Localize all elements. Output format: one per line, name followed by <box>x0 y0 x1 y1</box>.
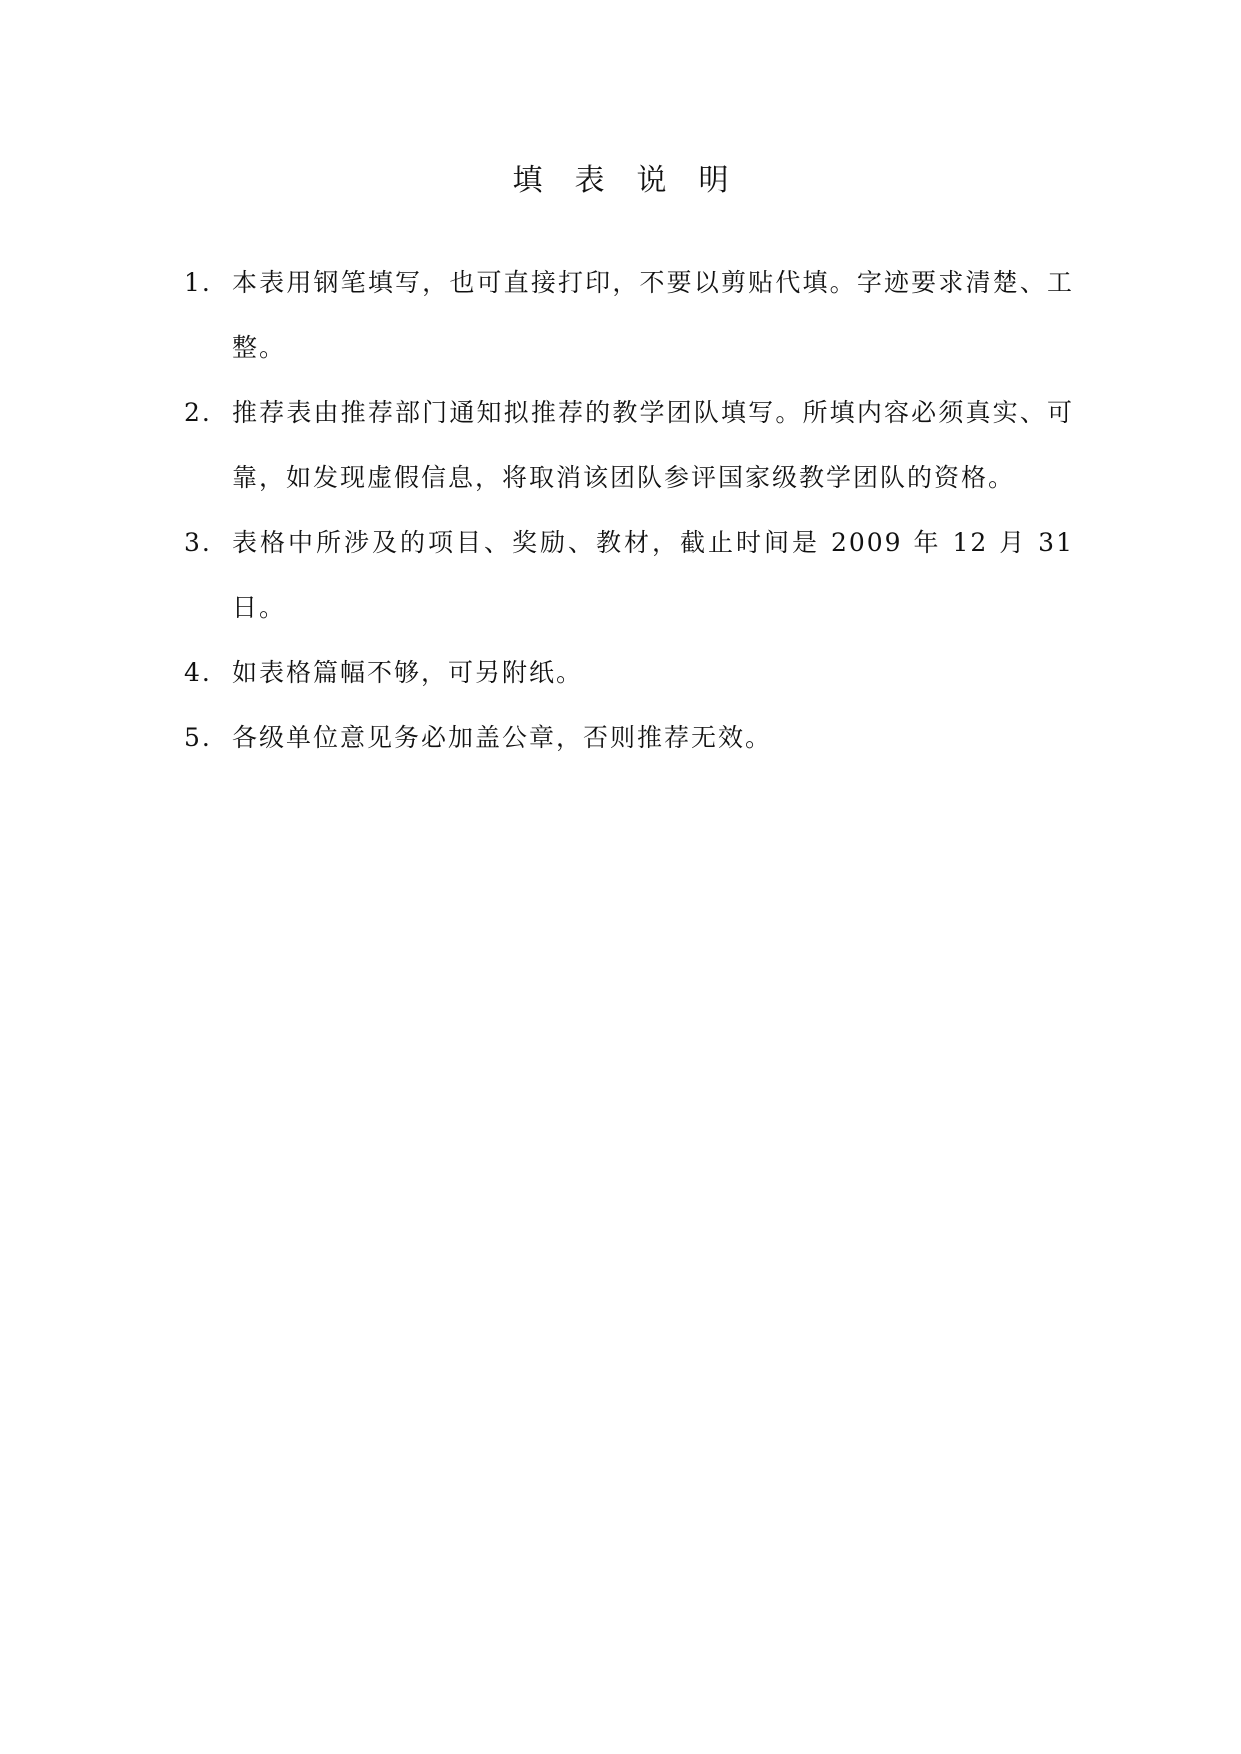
list-item-text: 推荐表由推荐部门通知拟推荐的教学团队填写。所填内容必须真实、可靠，如发现虚假信息，将取消该团队参评国家级教学团队的资格。 <box>232 398 1074 492</box>
list-item-number: 5. <box>184 723 212 752</box>
list-item-number: 2. <box>184 398 212 427</box>
list-item-text: 如表格篇幅不够，可另附纸。 <box>232 658 584 687</box>
list-item-text: 各级单位意见务必加盖公章，否则推荐无效。 <box>232 723 773 752</box>
list-item <box>184 640 1074 705</box>
list-item-text: 本表用钢笔填写，也可直接打印，不要以剪贴代填。字迹要求清楚、工整。 <box>232 268 1074 362</box>
list-item <box>184 705 1074 770</box>
list-item-number: 4. <box>184 658 212 687</box>
list-item <box>184 250 1074 380</box>
list-item <box>184 380 1074 510</box>
list-item-number: 3. <box>184 528 212 557</box>
list-item <box>184 510 1074 640</box>
list-item-text: 表格中所涉及的项目、奖励、教材，截止时间是 2009 年 12 月 31 日。 <box>232 528 1074 622</box>
page-title: 填表说明 <box>512 163 761 198</box>
instruction-list <box>184 250 1074 770</box>
list-item-number: 1. <box>184 268 212 297</box>
